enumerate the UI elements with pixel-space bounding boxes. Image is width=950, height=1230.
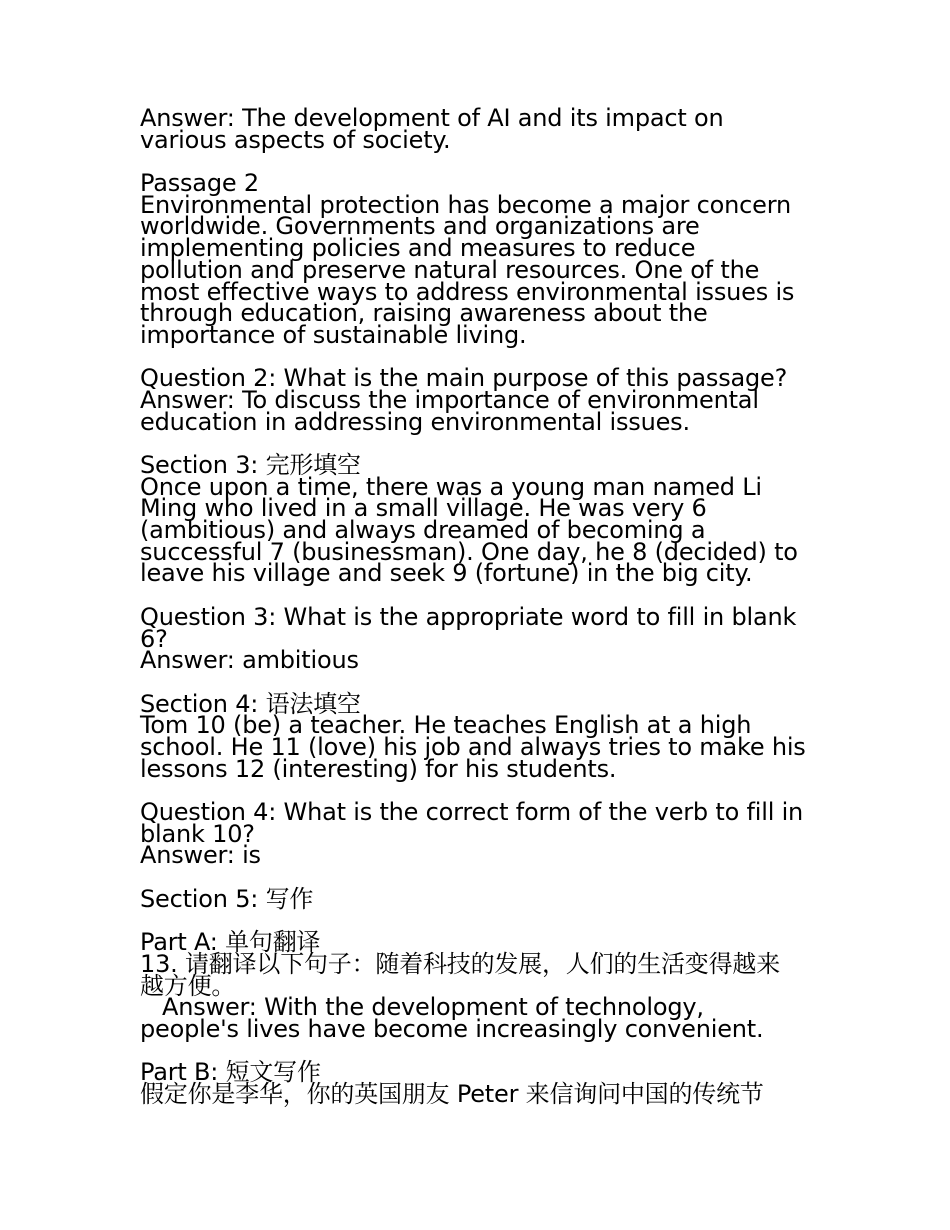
question3-text-line: 6? [140, 624, 168, 653]
section3-text-line: successful 7 (businessman). One day, he 8 (decided) to [140, 537, 798, 566]
section4-text-line: school. He 11 (love) his job and always tries to make his [140, 732, 806, 761]
partA-text-line: 越方便。 [140, 971, 236, 1000]
passage2-text-line: Environmental protection has become a major concern [140, 190, 791, 219]
section4-text-line: lessons 12 (interesting) for his students. [140, 754, 617, 783]
partA-answer-line: people's lives have become increasingly convenient. [140, 1014, 764, 1043]
partA-text-line: 13. 请翻译以下句子：随着科技的发展，人们的生活变得越来 [140, 949, 780, 978]
passage2-text-line: pollution and preserve natural resources. One of the [140, 255, 760, 284]
section3-text-line: leave his village and seek 9 (fortune) in the big city. [140, 559, 753, 588]
passage1-answer-line: various aspects of society. [140, 125, 451, 154]
passage2-title: Passage 2 [140, 169, 259, 198]
section3-title: Section 3: 完形填空 [140, 451, 361, 479]
section4-title: Section 4: 语法填空 [140, 689, 361, 718]
passage2-text-line: worldwide. Governments and organizations are [140, 212, 700, 241]
question3-answer: Answer: ambitious [140, 646, 359, 675]
partA-title: Part A: 单句翻译 [140, 928, 321, 957]
question4-text-line: blank 10? [140, 819, 255, 848]
question4-text-line: Question 4: What is the correct form of the verb to fill in [140, 798, 804, 826]
partB-title: Part B: 短文写作 [140, 1058, 321, 1087]
question4-answer: Answer: is [140, 841, 261, 870]
document-body [140, 104, 820, 1108]
section5-title: Section 5: 写作 [140, 884, 314, 913]
partB-text-line: 假定你是李华，你的英国朋友 Peter 来信询问中国的传统节 [140, 1079, 764, 1108]
section3-text-line: Once upon a time, there was a young man named Li [140, 472, 762, 501]
question2-answer-line: education in addressing environmental issues. [140, 407, 690, 436]
passage1-answer-line: Answer: The development of AI and its impact on [140, 104, 724, 132]
section3-text-line: Ming who lived in a small village. He was very 6 [140, 494, 707, 523]
question2-answer-line: Answer: To discuss the importance of environmental [140, 385, 759, 414]
passage2-text-line: through education, raising awareness about the [140, 299, 708, 328]
question3-text-line: Question 3: What is the appropriate word to fill in blank [140, 602, 797, 631]
passage2-text-line: implementing policies and measures to reduce [140, 234, 696, 263]
section4-text-line: Tom 10 (be) a teacher. He teaches English at a high [140, 711, 752, 740]
passage2-text-line: most effective ways to address environmental issues is [140, 277, 795, 306]
section3-text-line: (ambitious) and always dreamed of becoming a [140, 516, 706, 545]
partA-answer-line: Answer: With the development of technology, [162, 993, 704, 1022]
passage2-text-line: importance of sustainable living. [140, 320, 527, 349]
question2-text: Question 2: What is the main purpose of this passage? [140, 364, 788, 393]
